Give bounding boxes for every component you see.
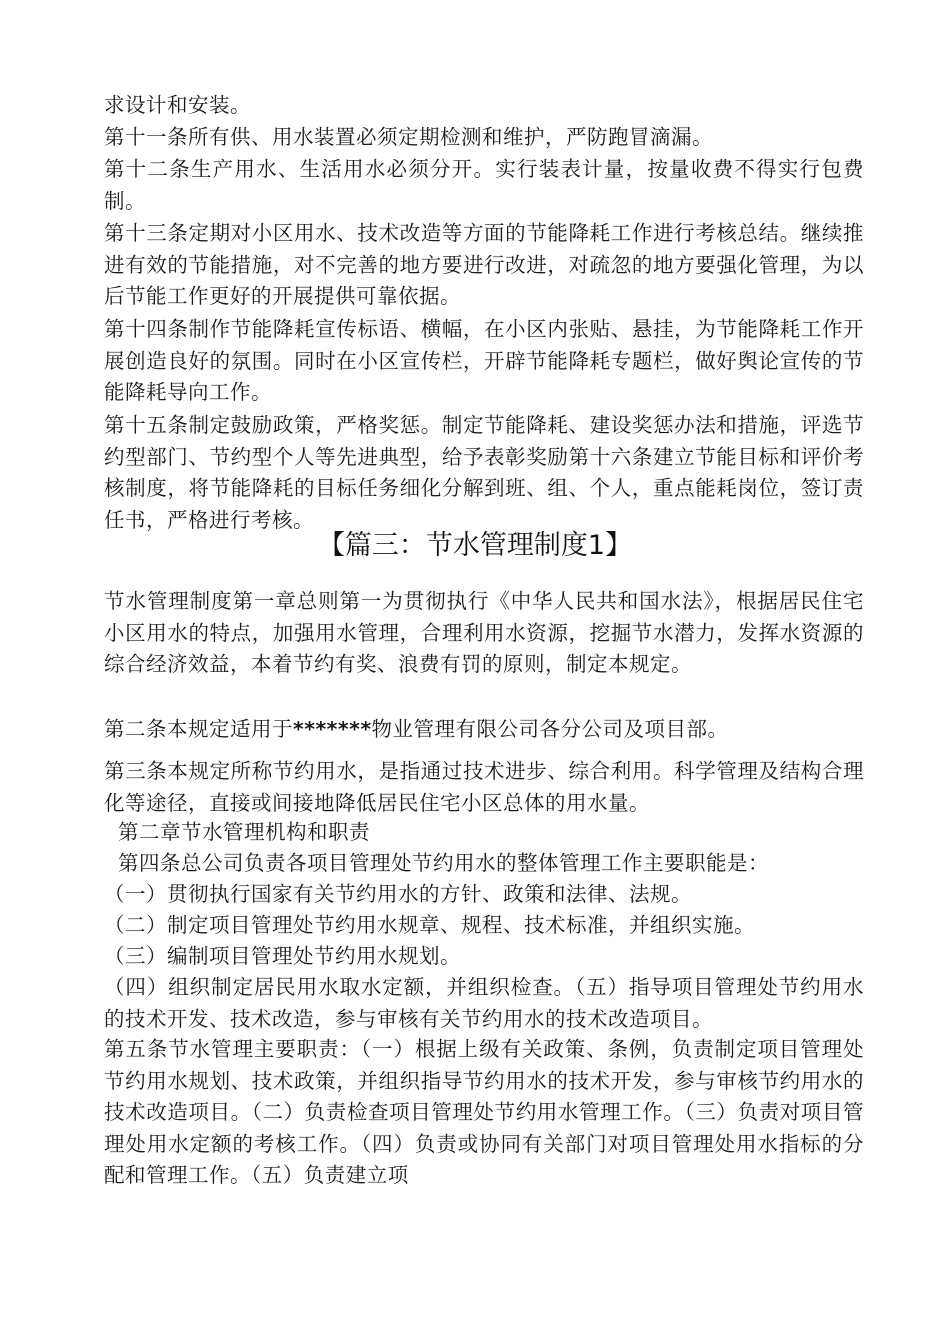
paragraph-article-4: 第四条总公司负责各项目管理处节约用水的整体管理工作主要职能是： (118, 851, 769, 875)
section-heading: 【篇三：节水管理制度1】 (317, 530, 633, 561)
article-2-text-start: 第二条本规定适用于 (104, 717, 293, 741)
paragraph-chapter-1: 节水管理制度第一章总则第一为贯彻执行《中华人民共和国水法》，根据居民住宅小区用水的特点，加强用水管理，合理利用水资源，挖掘节水潜力，发挥水资源的综合经济效益，本着节约有奖、浪费有罚的原则，制定本规定。 (104, 589, 864, 677)
list-item-3: （三）编制项目管理处节约用水规划。 (104, 944, 461, 968)
chapter-2-heading: 第二章节水管理机构和职责 (118, 820, 370, 844)
list-item-4-5: （四）组织制定居民用水取水定额，并组织检查。（五）指导项目管理处节约用水的技术开发、技术改造，参与审核有关节约用水的技术改造项目。 (104, 975, 864, 1031)
paragraph-article-12: 第十二条生产用水、生活用水必须分开。实行装表计量，按量收费不得实行包费制。 (104, 157, 864, 213)
paragraph-article-11: 第十一条所有供、用水装置必须定期检测和维护，严防跑冒滴漏。 (104, 125, 713, 149)
paragraph-article-15: 第十五条制定鼓励政策，严格奖惩。制定节能降耗、建设奖惩办法和措施，评选节约型部门、节约型个人等先进典型，给予表彰奖励第十六条建立节能目标和评价考核制度，将节能降耗的目标任务细化分解到班、组、个人，重点能耗岗位，签订责任书，严格进行考核。 (104, 413, 864, 532)
list-item-2: （二）制定项目管理处节约用水规章、规程、技术标准，并组织实施。 (104, 913, 755, 937)
list-item-1: （一）贯彻执行国家有关节约用水的方针、政策和法律、法规。 (104, 882, 692, 906)
paragraph-article-3: 第三条本规定所称节约用水，是指通过技术进步、综合利用。科学管理及结构合理化等途径，直接或间接地降低居民住宅小区总体的用水量。 (104, 759, 864, 815)
paragraph-article-14: 第十四条制作节能降耗宣传标语、横幅，在小区内张贴、悬挂，为节能降耗工作开展创造良好的氛围。同时在小区宣传栏，开辟节能降耗专题栏，做好舆论宣传的节能降耗导向工作。 (104, 317, 864, 405)
article-2-text-end: 物业管理有限公司各分公司及项目部。 (371, 717, 729, 741)
paragraph-install-fragment: 求设计和安装。 (104, 93, 251, 117)
paragraph-article-13: 第十三条定期对小区用水、技术改造等方面的节能降耗工作进行考核总结。继续推进有效的节能措施，对不完善的地方要进行改进，对疏忽的地方要强化管理，为以后节能工作更好的开展提供可靠依据。 (104, 221, 864, 309)
paragraph-article-5: 第五条节水管理主要职责：（一）根据上级有关政策、条例，负责制定项目管理处节约用水规划、技术政策，并组织指导节约用水的技术开发，参与审核节约用水的技术改造项目。（二）负责检查项目管理处节约用水管理工作。（三）负责对项目管理处用水定额的考核工作。（四）负责或协同有关部门对项目管理处用水指标的分配和管理工作。（五）负责建立项 (104, 1037, 864, 1188)
paragraph-article-2 (104, 714, 864, 746)
company-name-mask: ******* (293, 717, 372, 741)
